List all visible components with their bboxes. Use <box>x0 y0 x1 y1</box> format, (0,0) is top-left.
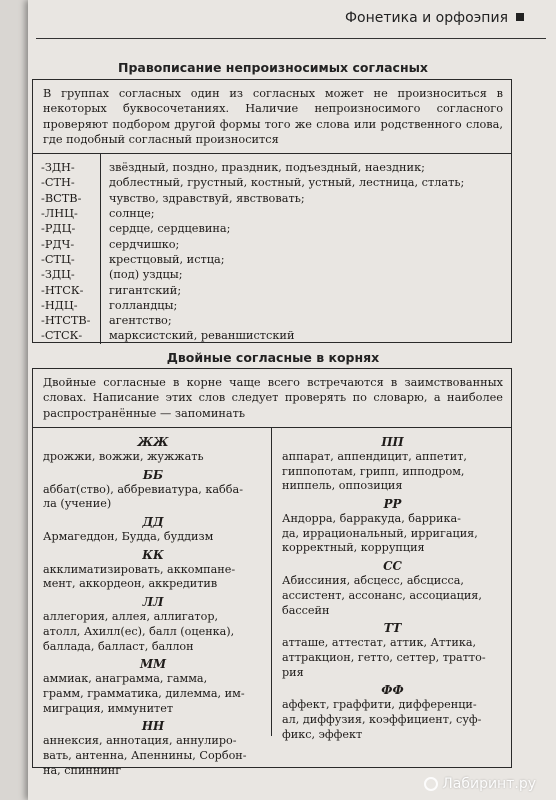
letter-group-words: гиппопотам, грипп, ипподром, <box>282 464 465 478</box>
letter-group-words: вать, антенна, Апеннины, Сорбон- <box>43 749 247 763</box>
letter-group-words: да, иррациональный, ирригация, <box>282 526 478 540</box>
header-title: Фонетика и орфоэпия <box>344 10 508 26</box>
consonant-combo: -РДЦ- <box>41 222 76 236</box>
combo-examples: сердчишко; <box>109 237 180 251</box>
letter-group-words: аббат(ство), аббревиатура, кабба- <box>43 482 243 496</box>
combo-examples: гигантский; <box>109 283 182 297</box>
consonant-combo: -ЗДЦ- <box>41 268 75 282</box>
header-rule <box>36 38 546 39</box>
double-consonants-right-column <box>272 428 511 741</box>
letter-group-words: аттракцион, гетто, сеттер, тратто- <box>282 650 486 664</box>
double-consonants-columns <box>33 428 511 777</box>
letter-group-heading: НН <box>141 719 165 734</box>
silent-consonants-rows <box>33 154 511 344</box>
letter-group-heading: ТТ <box>383 621 402 636</box>
letter-group-words: аннексия, аннотация, аннулиро- <box>43 734 237 748</box>
letter-group-heading: ММ <box>139 657 167 672</box>
letter-group-words: корректный, коррупция <box>282 541 425 555</box>
consonant-combo: -ВСТВ- <box>41 191 82 205</box>
book-page <box>28 0 556 800</box>
combo-examples: чувство, здравствуй, явствовать; <box>109 191 305 205</box>
letter-group-words: рия <box>282 665 304 679</box>
letter-group-words: Андорра, барракуда, баррика- <box>282 512 461 525</box>
combo-examples: (под) уздцы; <box>109 268 183 282</box>
consonant-combo: -НТСТВ- <box>41 314 91 328</box>
consonant-combo: -НДЦ- <box>41 298 78 312</box>
combo-examples: доблестный, грустный, костный, устный, лестница, стлать; <box>109 176 465 190</box>
previous-page-edge <box>0 0 30 800</box>
consonant-combo: -ЗДН- <box>41 161 75 175</box>
letter-group-words: на, спиннинг <box>43 763 122 777</box>
consonant-combo: -СТН- <box>41 176 75 190</box>
labirint-logo-icon <box>424 777 438 791</box>
letter-group-words: ассистент, ассонанс, ассоциация, <box>282 588 482 602</box>
header-square-icon <box>516 13 524 21</box>
consonant-combo: -РДЧ- <box>41 237 75 251</box>
watermark-logo <box>424 776 536 792</box>
double-consonants-left-column <box>33 428 272 777</box>
consonant-combo: -СТЦ- <box>41 252 75 266</box>
combo-examples: звёздный, поздно, праздник, подъездный, наездник; <box>109 161 425 175</box>
letter-group-words: миграция, иммунитет <box>43 701 174 715</box>
letter-group-words: акклиматизировать, аккомпане- <box>43 562 236 576</box>
letter-group-heading: ББ <box>142 467 164 482</box>
running-header <box>345 10 524 26</box>
combo-examples: крестцовый, истца; <box>109 252 225 266</box>
letter-group-words: аммиак, анаграмма, гамма, <box>43 672 208 686</box>
letter-group-words: дрожжи, вожжи, жужжать <box>43 449 204 463</box>
letter-group-words: фикс, эффект <box>282 727 363 741</box>
letter-group-words: ниппель, оппозиция <box>282 479 403 493</box>
letter-group-words: мент, аккордеон, аккредитив <box>43 577 218 591</box>
letter-group-heading: ЖЖ <box>137 434 169 449</box>
watermark-text: Лабиринт.ру <box>442 776 536 792</box>
letter-group-words: аллегория, аллея, аллигатор, <box>43 610 219 624</box>
silent-consonants-table <box>32 79 512 343</box>
double-consonants-intro: Двойные согласные в корне чаще всего встречаются в заимствованных словах. Написание этих слов следует проверять по словарю, а наиболее распространённые — запоминать <box>33 369 511 428</box>
letter-group-words: атолл, Ахилл(ес), балл (оценка), <box>43 624 235 638</box>
letter-group-words: ал, диффузия, коэффициент, суф- <box>282 713 482 727</box>
letter-group-words: аффект, граффити, дифференци- <box>282 698 477 712</box>
letter-group-heading: СС <box>383 559 402 574</box>
letter-group-words: баллада, балласт, баллон <box>43 639 194 653</box>
combo-examples: сердце, сердцевина; <box>109 222 231 236</box>
letter-group-heading: РР <box>383 497 402 511</box>
combo-column <box>33 154 101 344</box>
section-title-silent-consonants: Правописание непроизносимых согласных <box>118 60 428 75</box>
letter-group-heading: ДД <box>142 515 164 529</box>
letter-group-words: ла (учение) <box>43 497 112 511</box>
letter-group-heading: ЛЛ <box>142 595 164 610</box>
letter-group-words: атташе, аттестат, аттик, Аттика, <box>282 636 477 650</box>
letter-group-words: Армагеддон, Будда, буддизм <box>43 530 214 543</box>
combo-examples: марксистский, реваншистский <box>109 329 295 343</box>
examples-column <box>101 154 511 344</box>
consonant-combo: -НТСК- <box>41 283 84 297</box>
combo-examples: голландцы; <box>109 298 178 312</box>
letter-group-words: Абиссиния, абсцесс, абсцисса, <box>282 574 464 588</box>
letter-group-heading: ПП <box>381 434 404 449</box>
letter-group-words: грамм, грамматика, дилемма, им- <box>43 686 245 700</box>
letter-group-words: аппарат, аппендицит, аппетит, <box>282 449 467 463</box>
letter-group-words: бассейн <box>282 603 330 617</box>
consonant-combo: -ЛНЦ- <box>41 207 78 221</box>
double-consonants-table <box>32 368 512 777</box>
letter-group-heading: КК <box>142 547 164 562</box>
consonant-combo: -СТСК- <box>41 329 83 343</box>
combo-examples: солнце; <box>109 207 155 221</box>
combo-examples: агентство; <box>109 314 172 328</box>
letter-group-heading: ФФ <box>381 683 404 698</box>
silent-consonants-intro: В группах согласных один из согласных может не произноситься в некоторых буквосочетаниях. Наличие непроизносимого согласного проверяют подбором другой формы того же слова или родственного слова, где подобный согласный произносится <box>33 80 511 154</box>
section-title-double-consonants: Двойные согласные в корнях <box>166 350 380 365</box>
